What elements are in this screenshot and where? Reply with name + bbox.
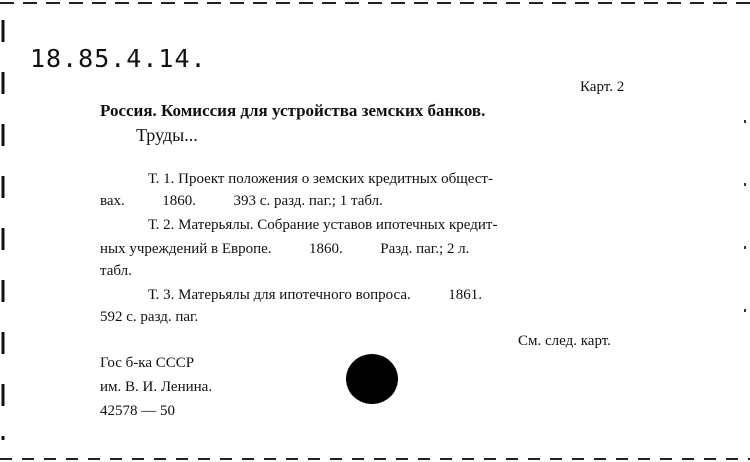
volume-2-line-1: Т. 2. Матерьялы. Собрание уставов ипотечных кредит- — [148, 217, 498, 233]
volume-1-line-1: Т. 1. Проект положения о земских кредитных общест- — [148, 171, 493, 187]
see-next-card: См. след. карт. — [518, 333, 611, 349]
card-bottom-edge — [0, 456, 750, 462]
heading-line-2: Труды... — [136, 125, 198, 145]
call-number: 18.85.4.14. — [30, 44, 207, 73]
library-stamp-line-2: им. В. И. Ленина. — [100, 379, 213, 395]
volume-2-line-3: табл. — [100, 263, 132, 279]
card-label: Карт. 2 — [580, 79, 625, 95]
volume-3-line-1: Т. 3. Матерьялы для ипотечного вопроса. 1861. — [148, 287, 482, 303]
heading-line-1: Россия. Комиссия для устройства земских банков. — [100, 101, 486, 120]
volume-3-line-2: 592 с. разд. паг. — [100, 309, 199, 325]
card-left-edge — [0, 0, 8, 462]
card-right-edge — [740, 0, 750, 462]
volume-2-line-2: ных учреждений в Европе. 1860. Разд. паг.; 2 л. — [100, 241, 470, 257]
library-stamp-line-1: Гос б-ка СССР — [100, 355, 195, 371]
punch-hole — [346, 354, 398, 404]
volume-1-line-2: вах. 1860. 393 с. разд. паг.; 1 табл. — [100, 193, 383, 209]
card-top-edge — [0, 0, 750, 10]
library-stamp-line-3: 42578 — 50 — [100, 403, 175, 419]
